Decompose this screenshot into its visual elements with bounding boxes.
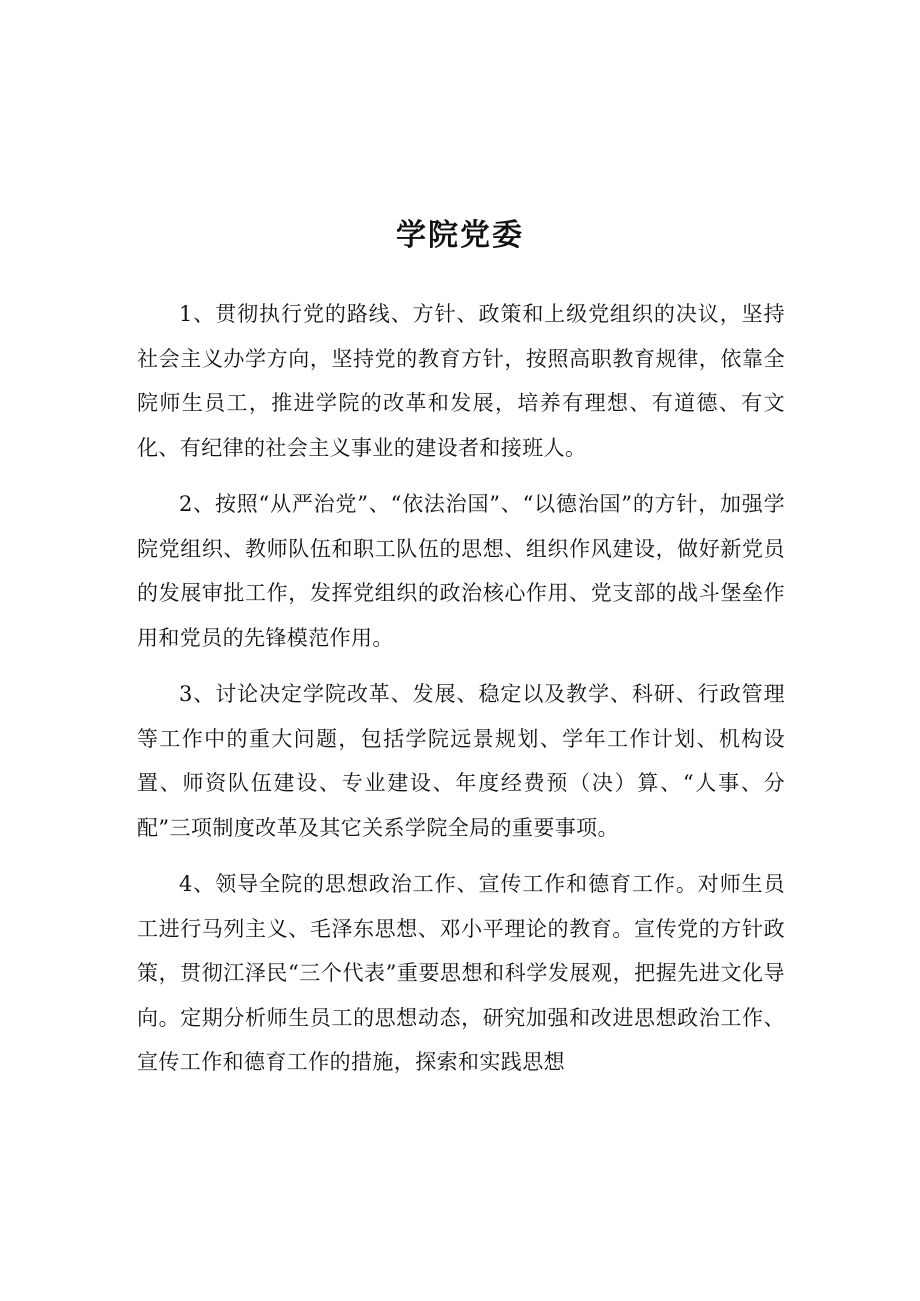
paragraph-1: 1、贯彻执行党的路线、方针、政策和上级党组织的决议，坚持社会主义办学方向，坚持党的教育方针，按照高职教育规律，依靠全院师生员工，推进学院的改革和发展，培养有理想、有道德、有文化、有纪律的社会主义事业的建设者和接班人。 xyxy=(137,302,785,460)
page-title: 学院党委 xyxy=(396,218,524,253)
document-body xyxy=(137,292,785,1085)
paragraph-2: 2、按照“从严治党”、“依法治国”、“以德治国”的方针，加强学院党组织、教师队伍和职工队伍的思想、组织作风建设，做好新党员的发展审批工作，发挥党组织的政治核心作用、党支部的战斗堡垒作用和党员的先锋模范作用。 xyxy=(137,492,785,650)
paragraph-4: 4、领导全院的思想政治工作、宣传工作和德育工作。对师生员工进行马列主义、毛泽东思想、邓小平理论的教育。宣传党的方针政策，贯彻江泽民“三个代表”重要思想和科学发展观，把握先进文化导向。定期分析师生员工的思想动态，研究加强和改进思想政治工作、宣传工作和德育工作的措施，探索和实践思想 xyxy=(137,872,785,1074)
paragraph-3: 3、讨论决定学院改革、发展、稳定以及教学、科研、行政管理等工作中的重大问题，包括学院远景规划、学年工作计划、机构设置、师资队伍建设、专业建设、年度经费预（决）算、“人事、分配”三项制度改革及其它关系学院全局的重要事项。 xyxy=(137,682,785,840)
